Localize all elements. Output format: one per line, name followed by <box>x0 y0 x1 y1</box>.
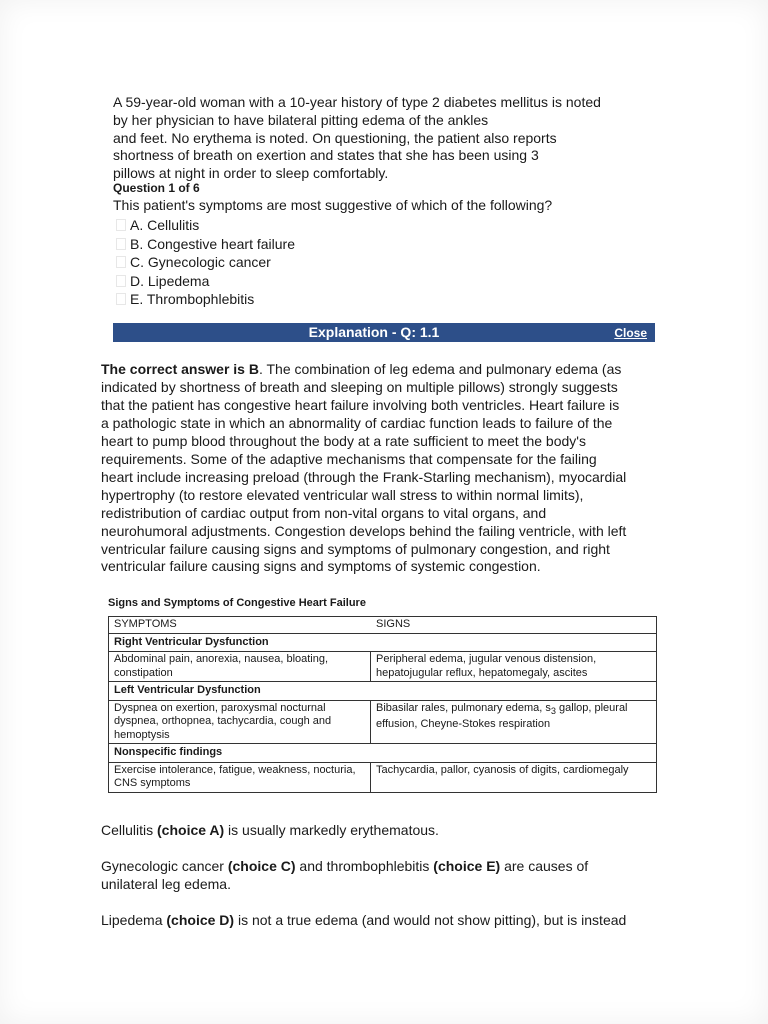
explanation-text <box>101 361 671 576</box>
table-row <box>109 763 656 792</box>
col-symptoms: SYMPTOMS <box>114 618 177 630</box>
section-row: Nonspecific findings <box>109 744 656 763</box>
question-prompt: This patient's symptoms are most suggestive of which of the following? <box>113 197 553 213</box>
stem-line: A 59-year-old woman with a 10-year history of type 2 diabetes mellitus is noted <box>113 94 601 110</box>
choice-d[interactable] <box>116 272 295 291</box>
section-row: Left Ventricular Dysfunction <box>109 682 656 701</box>
table-header-row <box>109 617 656 634</box>
choice-label: C. Gynecologic cancer <box>130 254 271 270</box>
explanation-header-bar <box>113 323 655 342</box>
choice-label: B. Congestive heart failure <box>130 235 295 252</box>
stem-line: and feet. No erythema is noted. On questioning, the patient also reports <box>113 129 557 146</box>
chf-table <box>108 616 657 793</box>
choice-label: D. Lipedema <box>130 272 210 289</box>
explanation-line: heart include increasing preload (through the Frank-Starling mechanism), myocardial <box>101 468 627 485</box>
stem-line: by her physician to have bilateral pitting edema of the ankles <box>113 111 489 128</box>
explanation-line: ventricular failure causing signs and symptoms of systemic congestion. <box>101 558 541 575</box>
explanation-line: redistribution of cardiac output from non-vital organs to vital organs, and <box>101 504 547 521</box>
section-row: Right Ventricular Dysfunction <box>109 634 656 653</box>
table-row <box>109 701 656 745</box>
radio-icon[interactable] <box>116 256 126 268</box>
radio-icon[interactable] <box>116 219 126 231</box>
question-stem <box>113 94 653 183</box>
choice-c[interactable] <box>116 253 295 272</box>
table-row <box>109 652 656 682</box>
choice-a-explanation: Cellulitis (choice A) is usually markedly erythematous. <box>101 822 439 838</box>
choice-b[interactable] <box>116 235 295 254</box>
symptoms-cell: Abdominal pain, anorexia, nausea, bloating, constipation <box>109 652 371 681</box>
choice-a[interactable] <box>116 216 295 235</box>
explanation-line: requirements. Some of the adaptive mechanisms that compensate for the failing <box>101 450 597 467</box>
explanation-line: neurohumoral adjustments. Congestion develops behind the failing ventricle, with left <box>101 522 627 539</box>
answer-choices <box>116 216 295 309</box>
table-title: Signs and Symptoms of Congestive Heart Failure <box>108 597 366 609</box>
choice-d-explanation: Lipedema (choice D) is not a true edema (and would not show pitting), but is instead <box>101 912 627 928</box>
choice-c-e-explanation: Gynecologic cancer (choice C) and thrombophlebitis (choice E) are causes of unilateral leg edema. <box>101 858 589 892</box>
choice-e[interactable] <box>116 290 295 309</box>
choice-label: E. Thrombophlebitis <box>130 291 255 307</box>
radio-icon[interactable] <box>116 275 126 287</box>
explanation-line: indicated by shortness of breath and sleeping on multiple pillows) strongly suggests <box>101 378 618 395</box>
stem-line: shortness of breath on exertion and states that she has been using 3 <box>113 147 539 164</box>
radio-icon[interactable] <box>116 238 126 250</box>
symptoms-cell: Dyspnea on exertion, paroxysmal nocturnal dyspnea, orthopnea, tachycardia, cough and hemoptysis <box>109 701 371 744</box>
signs-cell: Bibasilar rales, pulmonary edema, $s_3$ gallop, pleural effusion, Cheyne-Stokes respiration <box>376 701 628 731</box>
explanation-line: that the patient has congestive heart failure involving both ventricles. Heart failure is <box>101 396 620 413</box>
radio-icon[interactable] <box>116 293 126 305</box>
explanation-line: heart to pump blood throughout the body at a rate sufficient to meet the body's <box>101 432 586 449</box>
explanation-line: hypertrophy (to restore elevated ventricular wall stress to within normal limits), <box>101 486 584 503</box>
stem-line: pillows at night in order to sleep comfortably. <box>113 165 389 182</box>
explanation-title: Explanation - Q: 1.1 <box>308 324 440 340</box>
question-number: Question 1 of 6 <box>113 181 200 195</box>
explanation-line: ventricular failure causing signs and symptoms of pulmonary congestion, and right <box>101 540 610 557</box>
explanation-line: a pathologic state in which an abnormality of cardiac function leads to failure of the <box>101 414 613 431</box>
explanation-line: The correct answer is B. The combination of leg edema and pulmonary edema (as <box>101 361 622 377</box>
signs-cell: Peripheral edema, jugular venous distension, hepatojugular reflux, hepatomegaly, ascites <box>376 653 597 679</box>
choice-label: A. Cellulitis <box>130 217 200 233</box>
symptoms-cell: Exercise intolerance, fatigue, weakness, nocturia, CNS symptoms <box>109 763 371 792</box>
signs-cell: Tachycardia, pallor, cyanosis of digits, cardiomegaly <box>376 763 629 776</box>
col-signs: SIGNS <box>376 618 411 630</box>
close-link[interactable]: Close <box>614 326 647 340</box>
correct-answer-lead: The correct answer is B <box>101 361 259 377</box>
